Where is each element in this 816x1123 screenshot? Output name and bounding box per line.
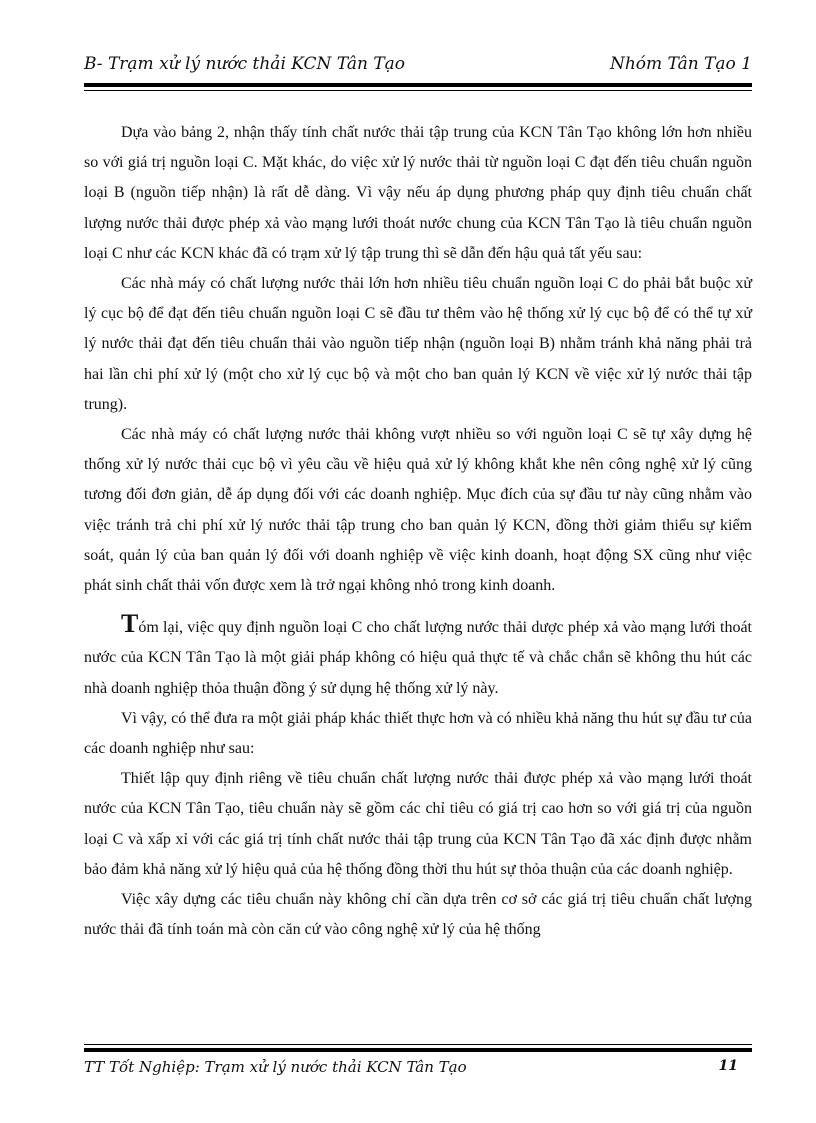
paragraph-2: Các nhà máy có chất lượng nước thải lớn hơn nhiều tiêu chuẩn nguồn loại C do phải bắt buộc xử lý cục bộ để đạt đến tiêu chuẩn nguồn loại C sẽ đầu tư thêm vào hệ thống xử lý cục bộ để có thể tự xử lý nước thải đạt đến tiêu chuẩn thải vào nguồn tiếp nhận (nguồn loại B) nhằm tránh khả năng phải trả hai lần chi phí xử lý (một cho xử lý cục bộ và một cho ban quản lý KCN về việc xử lý nước thải tập trung). <box>84 275 752 413</box>
paragraph-6: Thiết lập quy định riêng về tiêu chuẩn chất lượng nước thải được phép xả vào mạng lưới thoát nước của KCN Tân Tạo, tiêu chuẩn này sẽ gồm các chỉ tiêu có giá trị cao hơn so với giá trị của nguồn loại C và xấp xỉ với các giá trị tính chất nước thải tập trung của KCN Tân Tạo đã xác định được nhằm bảo đảm khả năng xử lý hiệu quả của hệ thống đồng thời thu hút sự thỏa thuận của các doanh nghiệp. <box>84 770 752 878</box>
paragraph-4-text: óm lại, việc quy định nguồn loại C cho chất lượng nước thải dược phép xả vào mạng lưới thoát nước của KCN Tân Tạo là một giải pháp không có hiệu quả thực tế và chắc chắn sẽ không thu hút các nhà doanh nghiệp thỏa thuận đồng ý sử dụng hệ thống xử lý này. <box>84 619 752 697</box>
paragraph-3: Các nhà máy có chất lượng nước thải không vượt nhiều so với nguồn loại C sẽ tự xây dựng hệ thống xử lý nước thải cục bộ vì yêu cầu về hiệu quả xử lý không khắt khe nên công nghệ xử lý cũng tương đối đơn giản, dễ áp dụng đối với các doanh nghiệp. Mục đích của sự đầu tư này cũng nhằm vào việc tránh trả chi phí xử lý nước thải tập trung cho ban quản lý KCN, đồng thời giảm thiểu sự kiểm soát, quản lý của ban quản lý đối với doanh nghiệp về việc kinh doanh, hoạt động SX cũng như việc phát sinh chất thải vốn được xem là trở ngại không nhỏ trong kinh doanh. <box>84 426 752 595</box>
page-header <box>84 52 752 78</box>
paragraph-1: Dựa vào bảng 2, nhận thấy tính chất nước thải tập trung của KCN Tân Tạo không lớn hơn nhiều so với giá trị nguồn loại C. Mặt khác, do việc xử lý nước thải từ nguồn loại C đạt đến tiêu chuẩn nguồn loại B (nguồn tiếp nhận) là rất dễ dàng. Vì vậy nếu áp dụng phương pháp quy định tiêu chuẩn chất lượng nước thải được phép xả vào mạng lưới thoát nước chung của KCN Tân Tạo là tiêu chuẩn nguồn loại C như các KCN khác đã có trạm xử lý tập trung thì sẽ dẫn đến hậu quả tất yếu sau: <box>84 124 752 262</box>
drop-cap: T <box>121 609 139 639</box>
paragraph-7: Việc xây dựng các tiêu chuẩn này không chỉ cần dựa trên cơ sở các giá trị tiêu chuẩn chất lượng nước thải đã tính toán mà còn căn cứ vào công nghệ xử lý của hệ thống <box>84 891 752 939</box>
header-rule-thin <box>84 90 752 91</box>
page-number: 11 <box>718 1058 738 1074</box>
header-title: B- Trạm xử lý nước thải KCN Tân Tạo <box>84 54 406 74</box>
page-footer <box>84 1058 752 1082</box>
footer-rule-thick <box>84 1048 752 1052</box>
footer-title: TT Tốt Nghiệp: Trạm xử lý nước thải KCN Tân Tạo <box>84 1058 467 1076</box>
paragraph-4 <box>84 609 752 704</box>
header-rule-thick <box>84 83 752 87</box>
document-body <box>84 118 752 945</box>
footer-rule-thin <box>84 1044 752 1045</box>
paragraph-5: Vì vậy, có thể đưa ra một giải pháp khác thiết thực hơn và có nhiều khả năng thu hút sự đầu tư của các doanh nghiệp như sau: <box>84 709 752 758</box>
header-group-name: Nhóm Tân Tạo 1 <box>609 54 752 74</box>
